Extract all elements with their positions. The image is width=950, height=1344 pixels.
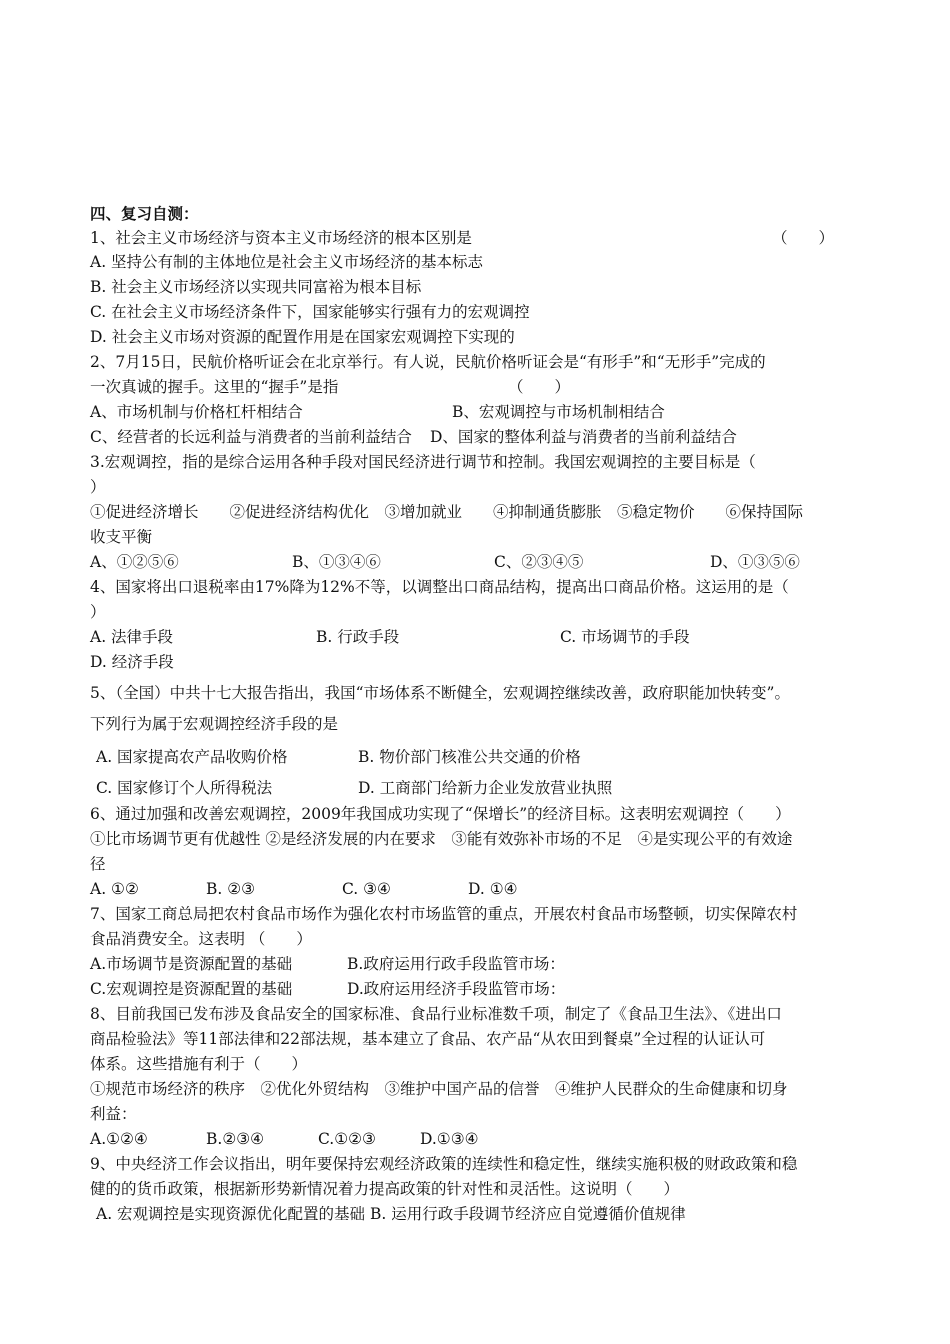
question-3-option-b: B、①③④⑥ — [292, 553, 381, 571]
question-1-option-a: A. 坚持公有制的主体地位是社会主义市场经济的基本标志 — [90, 253, 484, 271]
question-4-option-b: B. 行政手段 — [316, 628, 400, 646]
question-1-option-c: C. 在社会主义市场经济条件下，国家能够实行强有力的宏观调控 — [90, 303, 530, 321]
question-8-stem-line2: 商品检验法》等11部法律和22部法规，基本建立了食品、农产品“从农田到餐桌”全过程的认证认可 — [90, 1030, 766, 1048]
question-1-stem: 1、社会主义市场经济与资本主义市场经济的根本区别是 — [90, 229, 472, 247]
section-title: 四、复习自测： — [90, 204, 199, 223]
question-2-option-c: C、经营者的长远利益与消费者的当前利益结合 — [90, 428, 412, 446]
question-9-stem-line2: 健的的货币政策，根据新形势新情况着力提高政策的针对性和灵活性。这说明（ ） — [90, 1180, 680, 1198]
question-8-option-c: C.①②③ — [318, 1130, 376, 1148]
question-3-stem-line1: 3.宏观调控，指的是综合运用各种手段对国民经济进行调节和控制。我国宏观调控的主要目标是（ — [90, 453, 756, 471]
question-6-items-line2: 径 — [90, 855, 106, 873]
question-7-option-d: D.政府运用经济手段监管市场： — [347, 980, 566, 998]
question-1-option-d: D. 社会主义市场对资源的配置作用是在国家宏观调控下实现的 — [90, 328, 515, 346]
question-4-option-c: C. 市场调节的手段 — [560, 628, 690, 646]
question-1-option-b: B. 社会主义市场经济以实现共同富裕为根本目标 — [90, 278, 422, 296]
question-7-option-a: A.市场调节是资源配置的基础 — [90, 955, 293, 973]
question-1-answer-bracket: （ ） — [772, 229, 835, 247]
question-7-stem-line2: 食品消费安全。这表明 （ ） — [90, 930, 312, 948]
question-2-option-b: B、宏观调控与市场机制相结合 — [452, 403, 665, 421]
question-5-option-a: A. 国家提高农产品收购价格 — [96, 748, 288, 766]
question-6-option-d: D. ①④ — [468, 880, 518, 898]
question-5-stem-line1: 5、（全国）中共十七大报告指出，我国“市场体系不断健全，宏观调控继续改善，政府职能加快转变”。 — [90, 684, 790, 702]
question-8-option-d: D.①③④ — [420, 1130, 479, 1148]
question-3-option-a: A、①②⑤⑥ — [90, 553, 179, 571]
question-2-stem-line2: 一次真诚的握手。这里的“握手”是指 — [90, 378, 339, 396]
question-4-stem-line1: 4、国家将出口退税率由17%降为12%不等，以调整出口商品结构，提高出口商品价格。这运用的是（ — [90, 578, 789, 596]
question-5-option-d: D. 工商部门给新力企业发放营业执照 — [358, 779, 613, 797]
question-8-stem-line1: 8、目前我国已发布涉及食品安全的国家标准、食品行业标准数千项，制定了《食品卫生法》、《进出口 — [90, 1005, 782, 1023]
question-8-stem-line3: 体系。这些措施有利于（ ） — [90, 1055, 308, 1073]
question-6-stem: 6、通过加强和改善宏观调控，2009年我国成功实现了“保增长”的经济目标。这表明宏观调控（ ） — [90, 805, 791, 823]
question-3-stem-line2: ） — [90, 478, 106, 496]
question-3-items-line1: ①促进经济增长 ②促进经济结构优化 ③增加就业 ④抑制通货膨胀 ⑤稳定物价 ⑥保持国际 — [90, 503, 804, 521]
question-8-option-a: A.①②④ — [90, 1130, 148, 1148]
question-2-stem-line1: 2、7月15日，民航价格听证会在北京举行。有人说，民航价格听证会是“有形手”和“无形手”完成的 — [90, 353, 766, 371]
question-8-items-line1: ①规范市场经济的秩序 ②优化外贸结构 ③维护中国产品的信誉 ④维护人民群众的生命健康和切身 — [90, 1080, 788, 1098]
question-3-option-d: D、①③⑤⑥ — [710, 553, 800, 571]
question-2-option-a: A、市场机制与价格杠杆相结合 — [90, 403, 303, 421]
question-8-items-line2: 利益： — [90, 1105, 137, 1123]
question-9-stem-line1: 9、中央经济工作会议指出，明年要保持宏观经济政策的连续性和稳定性，继续实施积极的财政政策和稳 — [90, 1155, 798, 1173]
question-5-option-c: C. 国家修订个人所得税法 — [96, 779, 273, 797]
question-7-option-b: B.政府运用行政手段监管市场： — [347, 955, 565, 973]
question-6-option-c: C. ③④ — [342, 880, 391, 898]
question-4-option-a: A. 法律手段 — [90, 628, 174, 646]
question-3-option-c: C、②③④⑤ — [494, 553, 584, 571]
question-8-option-b: B.②③④ — [206, 1130, 265, 1148]
question-4-stem-line2: ） — [90, 603, 106, 621]
question-7-stem-line1: 7、国家工商总局把农村食品市场作为强化农村市场监管的重点，开展农村食品市场整顿，切实保障农村 — [90, 905, 798, 923]
question-5-option-b: B. 物价部门核准公共交通的价格 — [358, 748, 581, 766]
question-4-option-d: D. 经济手段 — [90, 653, 174, 671]
question-6-option-a: A. ①② — [90, 880, 139, 898]
question-6-items-line1: ①比市场调节更有优越性 ②是经济发展的内在要求 ③能有效弥补市场的不足 ④是实现公平的有效途 — [90, 830, 793, 848]
question-5-stem-line2: 下列行为属于宏观调控经济手段的是 — [90, 715, 339, 733]
question-2-option-d: D、国家的整体利益与消费者的当前利益结合 — [430, 428, 737, 446]
question-9-options-line: A. 宏观调控是实现资源优化配置的基础 B. 运用行政手段调节经济应自觉遵循价值规律 — [96, 1205, 686, 1223]
question-6-option-b: B. ②③ — [206, 880, 256, 898]
question-3-items-line2: 收支平衡 — [90, 528, 153, 546]
question-2-answer-bracket: （ ） — [508, 378, 571, 396]
question-7-option-c: C.宏观调控是资源配置的基础 — [90, 980, 293, 998]
